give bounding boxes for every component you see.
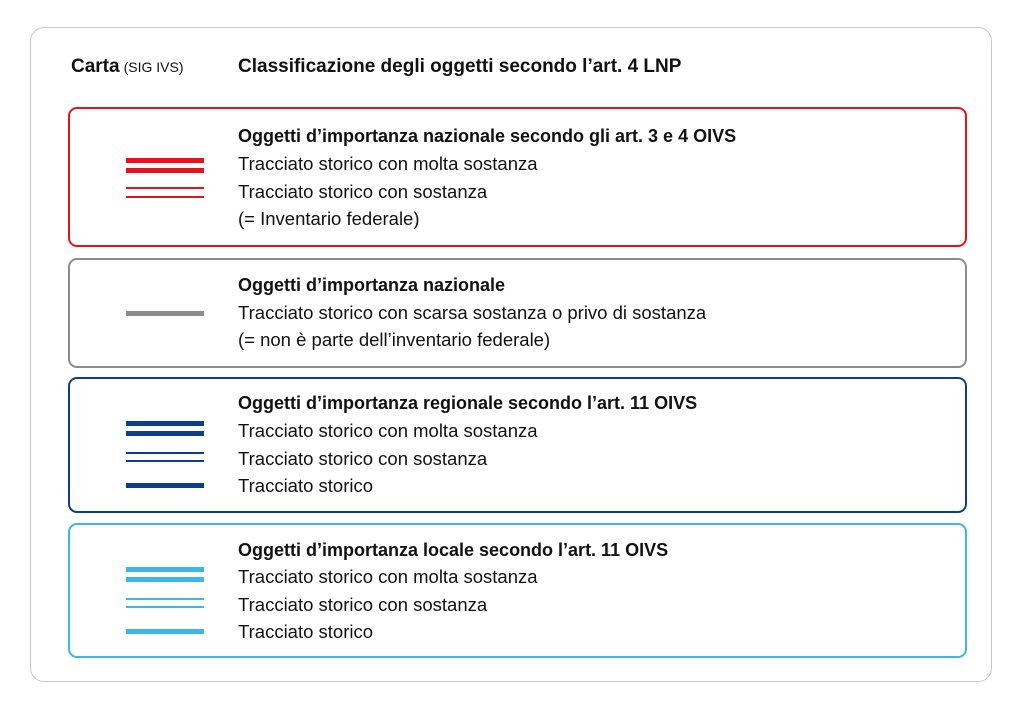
legend-box-locale bbox=[68, 523, 967, 658]
symbol-line bbox=[126, 483, 204, 488]
map-label-text: Carta bbox=[71, 56, 120, 77]
symbol-line bbox=[126, 460, 204, 462]
symbol-line bbox=[126, 311, 204, 316]
legend-header bbox=[71, 56, 984, 82]
symbol-line bbox=[126, 168, 204, 173]
box-line: Tracciato storico con sostanza bbox=[238, 594, 488, 615]
box-line: Tracciato storico con molta sostanza bbox=[238, 153, 538, 174]
map-label-source: (SIG IVS) bbox=[123, 59, 184, 75]
symbol-line bbox=[126, 629, 204, 634]
symbol-sostanza-red bbox=[126, 187, 204, 201]
symbol-scarsa-sostanza-gray bbox=[126, 311, 204, 319]
box-line: (= non è parte dell’inventario federale) bbox=[238, 329, 551, 350]
symbol-line bbox=[126, 567, 204, 572]
symbol-molta-sostanza-red bbox=[126, 156, 204, 178]
box-line: Tracciato storico con scarsa sostanza o privo di sostanza bbox=[238, 302, 707, 323]
symbol-line bbox=[126, 598, 204, 600]
box-line: Tracciato storico bbox=[238, 621, 374, 642]
symbol-line bbox=[126, 187, 204, 189]
symbol-line bbox=[126, 431, 204, 436]
symbol-sostanza-dark-blue bbox=[126, 452, 204, 466]
box-line: Tracciato storico bbox=[238, 475, 374, 496]
box-title: Oggetti d’importanza nazionale secondo gli art. 3 e 4 OIVS bbox=[238, 126, 737, 146]
symbol-molta-sostanza-light-blue bbox=[126, 567, 204, 585]
box-title: Oggetti d’importanza locale secondo l’art. 11 OIVS bbox=[238, 540, 669, 560]
symbol-line bbox=[126, 196, 204, 198]
box-title: Oggetti d’importanza regionale secondo l’art. 11 OIVS bbox=[238, 393, 698, 413]
symbol-storico-light-blue bbox=[126, 629, 204, 637]
box-line: (= Inventario federale) bbox=[238, 208, 420, 229]
legend-box-nazionale-oivs bbox=[68, 107, 967, 247]
symbol-line bbox=[126, 158, 204, 163]
symbol-sostanza-light-blue bbox=[126, 598, 204, 612]
symbol-line bbox=[126, 421, 204, 426]
symbol-molta-sostanza-dark-blue bbox=[126, 421, 204, 439]
legend-box-nazionale bbox=[68, 258, 967, 368]
box-line: Tracciato storico con molta sostanza bbox=[238, 420, 538, 441]
legend-title: Classificazione degli oggetti secondo l’art. 4 LNP bbox=[238, 56, 682, 77]
symbol-line bbox=[126, 577, 204, 582]
box-title: Oggetti d’importanza nazionale bbox=[238, 275, 506, 295]
legend-box-regionale bbox=[68, 377, 967, 513]
symbol-storico-dark-blue bbox=[126, 483, 204, 491]
symbol-line bbox=[126, 452, 204, 454]
box-line: Tracciato storico con sostanza bbox=[238, 448, 488, 469]
box-line: Tracciato storico con sostanza bbox=[238, 181, 488, 202]
box-line: Tracciato storico con molta sostanza bbox=[238, 566, 538, 587]
map-label bbox=[71, 56, 183, 78]
symbol-line bbox=[126, 606, 204, 608]
